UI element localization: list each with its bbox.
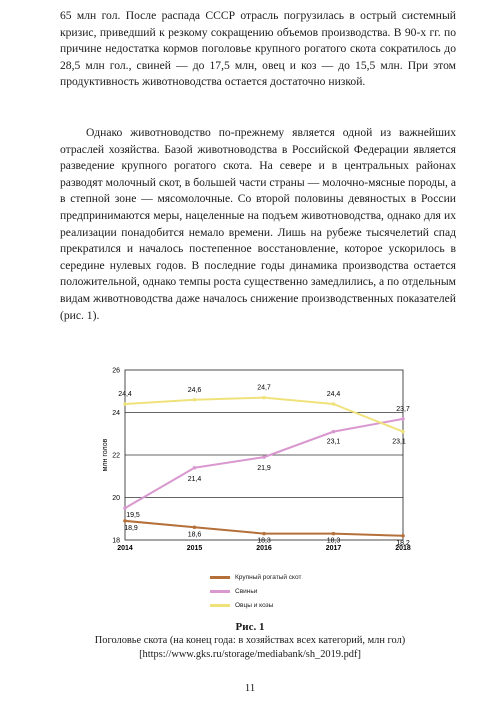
figure-caption-line-1: Поголовье скота (на конец года: в хозяйствах всех категорий, млн гол) [94,635,406,646]
data-label-pigs-2014: 19,5 [126,512,140,520]
data-point-pigs-2015 [193,466,197,470]
data-label-cattle-2015: 18,6 [187,531,202,539]
data-point-cattle-2014 [123,519,127,523]
data-point-cattle-2018 [401,534,405,538]
data-point-cattle-2015 [193,525,197,529]
data-point-sheep-goats-2017 [332,402,336,406]
data-label-sheep-goats-2016: 24,7 [257,384,271,392]
y-axis-label: млн голов [102,438,109,472]
data-point-pigs-2017 [332,430,336,434]
data-label-cattle-2018: 18,2 [396,539,410,547]
data-label-pigs-2017: 23,1 [326,438,341,446]
legend-swatch-cattle [210,576,230,579]
data-label-sheep-goats-2017: 24,4 [326,391,341,398]
data-point-cattle-2017 [332,532,336,536]
y-tick-label-18: 18 [112,537,120,545]
data-label-cattle-2016: 18,3 [257,537,271,545]
legend-item-sheep-goats [210,598,301,612]
data-label-sheep-goats-2018: 23,1 [392,438,406,446]
x-tick-label-2018: 2018 [395,545,411,552]
y-tick-label-26: 26 [112,367,120,375]
legend-label-sheep-goats: Овцы и козы [235,601,274,609]
chart-legend [210,570,301,612]
data-label-pigs-2015: 21,4 [187,475,202,483]
y-tick-label-22: 22 [112,452,120,460]
data-label-cattle-2014: 18,9 [124,524,138,532]
figure-number: Рис. 1 [235,621,265,633]
legend-label-pigs: Свиньи [235,587,258,595]
legend-swatch-pigs [210,590,230,593]
data-label-pigs-2016: 21,9 [257,465,271,473]
data-point-cattle-2016 [262,532,266,536]
legend-item-pigs [210,584,301,598]
data-point-sheep-goats-2015 [193,398,197,402]
data-label-sheep-goats-2014: 24,4 [118,391,132,398]
figure-caption-source: [https://www.gks.ru/storage/mediabank/sh_2019.pdf] [139,649,361,660]
data-label-cattle-2017: 18,3 [326,537,341,545]
y-tick-label-24: 24 [112,410,120,417]
data-label-sheep-goats-2015: 24,6 [187,386,202,394]
legend-item-cattle [210,570,301,584]
page-number: 11 [244,682,256,694]
paragraph-1: 65 млн гол. После распада СССР отрасль погрузилась в острый системный кризис, приведший к резкому сокращению объемов производства. В 90-х гг. по причине недостатка кормов поголовье крупного рогатого скота сократилось до 28,5 млн гол., свиней — до 17,5 млн, овец и коз — до 15,5 млн. При этом продуктивность животноводства остается достаточно низкой. [60,9,456,89]
paragraph-2: Однако животноводство по-прежнему является одной из важнейших отраслей хозяйства. Базой животноводства в Российской Федерации является разведение крупного рогатого скота. На севере и в центральных районах разводят молочный скот, в большей части страны — молочно-мясные породы, а в степной зоне — мясомолочные. Со второй половины девяностых в России предпринимаются меры, нацеленные на подъем животноводства, однако для их реализации понадобится немало времени. Лишь на рубеже тысячелетий спад прекратился и началось постепенное восстановление, которое ускорилось в середине нулевых годов. В последние годы динамика производства остается положительной, однако темпы роста существенно замедлились, а по отдельным видам животноводства даже началось снижение производственных показателей (рис. 1). [60,126,456,322]
data-point-sheep-goats-2014 [123,402,127,406]
legend-swatch-sheep-goats [210,604,230,607]
data-point-sheep-goats-2016 [262,396,266,400]
x-tick-label-2015: 2015 [186,545,203,552]
x-tick-label-2014: 2014 [117,545,133,552]
livestock-line-chart [95,364,415,556]
data-point-pigs-2018 [401,417,405,421]
legend-label-cattle: Крупный рогатый скот [235,573,302,581]
data-label-pigs-2018: 23,7 [396,405,410,413]
x-tick-label-2016: 2016 [256,545,272,552]
data-point-pigs-2016 [262,455,266,459]
data-point-pigs-2014 [123,506,127,510]
figure-caption [40,620,460,662]
data-point-sheep-goats-2018 [401,430,405,434]
x-tick-label-2017: 2017 [325,545,342,552]
series-line-pigs [125,419,403,508]
y-tick-label-20: 20 [112,495,120,502]
